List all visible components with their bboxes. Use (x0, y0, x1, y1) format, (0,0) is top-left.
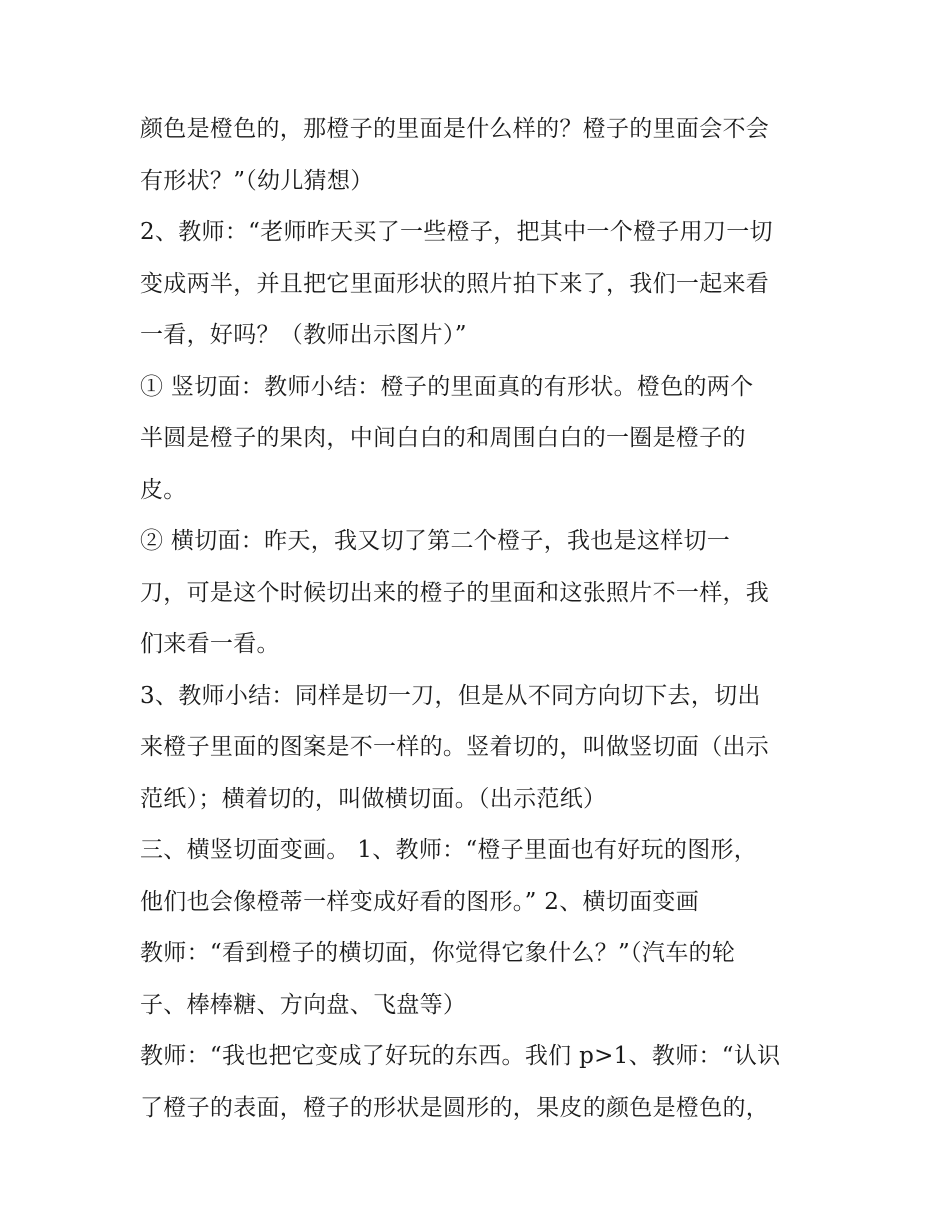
text-line: 教师：“我也把它变成了好玩的东西。我们 p>1、教师：“认识 (140, 1043, 781, 1069)
text-line: 子、棒棒糖、方向盘、飞盘等） (140, 991, 467, 1018)
document-body (140, 104, 830, 1134)
text-line: 一看，好吗？（教师出示图片）” (140, 322, 467, 348)
text-line: 了橙子的表面，橙子的形状是圆形的，果皮的颜色是橙色的， (140, 1094, 770, 1121)
text-line: 皮。 (140, 476, 187, 503)
text-line: 刀，可是这个时候切出来的橙子的里面和这张照片不一样，我 (140, 579, 770, 606)
text-line: 来橙子里面的图案是不一样的。竖着切的，叫做竖切面（出示 (140, 734, 770, 760)
text-line: ① 竖切面：教师小结：橙子的里面真的有形状。橙色的两个 (140, 373, 754, 400)
text-line: 颜色是橙色的，那橙子的里面是什么样的？橙子的里面会不会 (140, 116, 770, 142)
text-line: 3、教师小结：同样是切一刀，但是从不同方向切下去，切出 (140, 682, 761, 709)
text-line: 们来看一看。 (140, 631, 280, 657)
text-line: 变成两半，并且把它里面形状的照片拍下来了，我们一起来看 (140, 270, 770, 297)
text-line: ② 横切面：昨天，我又切了第二个橙子，我也是这样切一 (140, 528, 731, 554)
text-line: 三、横竖切面变画。 1、教师：“橙子里面也有好玩的图形， (140, 837, 758, 863)
text-line: 有形状？”（幼儿猜想） (140, 167, 374, 194)
text-line: 2、教师：“老师昨天买了一些橙子，把其中一个橙子用刀一切 (140, 219, 773, 245)
text-line: 教师：“看到橙子的横切面，你觉得它象什么？”（汽车的轮 (140, 940, 736, 966)
text-line: 范纸）；横着切的，叫做横切面。（出示范纸） (140, 785, 607, 812)
text-line: 他们也会像橙蒂一样变成好看的图形。” 2、横切面变画 (140, 888, 700, 915)
text-line: 半圆是橙子的果肉，中间白白的和周围白白的一圈是橙子的 (140, 425, 746, 451)
